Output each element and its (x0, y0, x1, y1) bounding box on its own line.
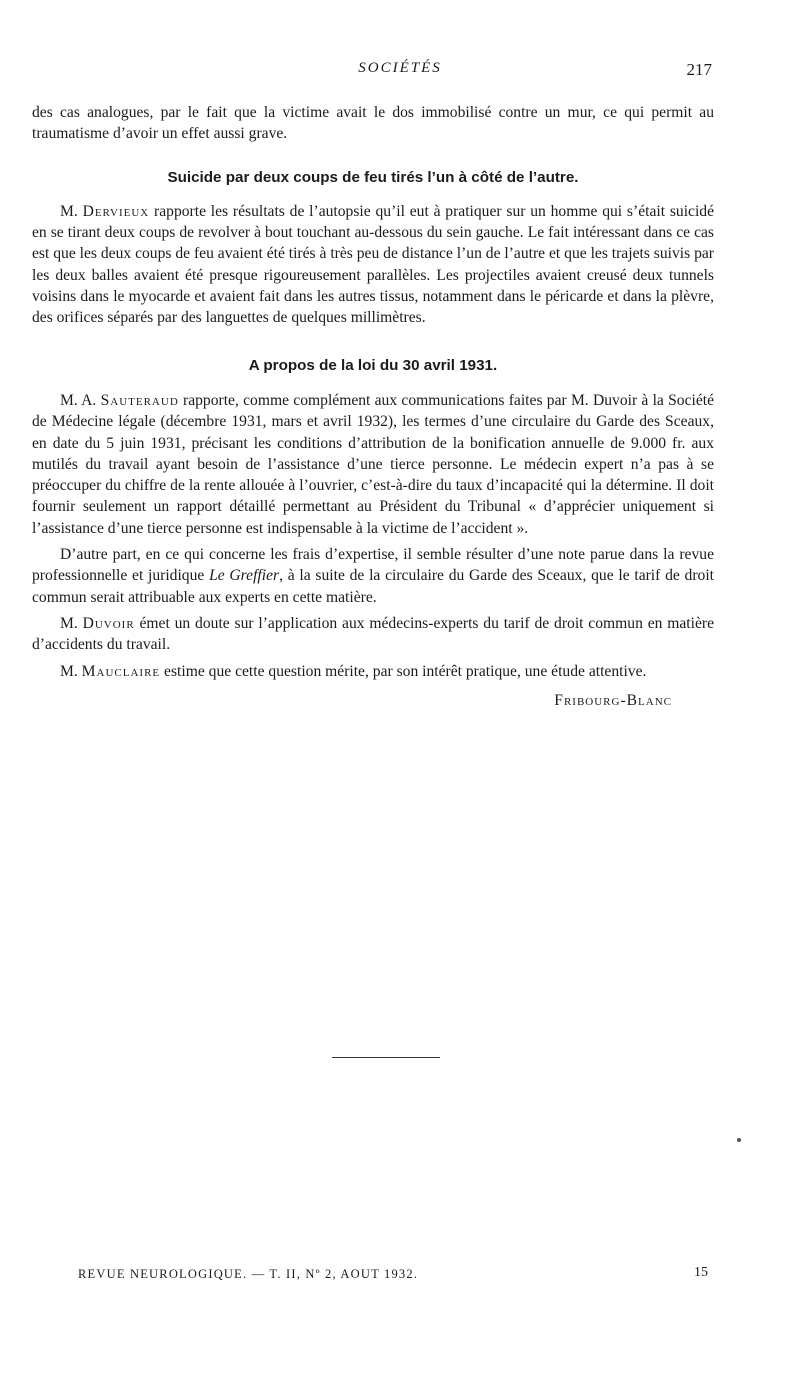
paragraph-text: émet un doute sur l’application aux médecins-experts du tarif de droit commun en matière d’accidents du travail. (32, 614, 714, 654)
paragraph-duvoir (32, 613, 714, 656)
journal-name-greffier: Le Greffier (209, 567, 280, 585)
signature: Fribourg-Blanc (554, 691, 672, 709)
continuation-paragraph: des cas analogues, par le fait que la victime avait le dos immobilisé contre un mur, ce qui permit au traumatisme d’avoir un effet aussi grave. (32, 104, 714, 143)
paragraph-expertise (32, 544, 714, 608)
title-prefix: M. (60, 662, 82, 680)
running-title: SOCIÉTÉS (358, 60, 442, 76)
paragraph-text: estime que cette question mérite, par son intérêt pratique, une étude attentive. (160, 662, 647, 680)
end-rule (332, 1057, 440, 1058)
title-prefix: M. (60, 202, 83, 220)
paragraph-mauclaire (32, 661, 714, 682)
title-prefix: M. A. (60, 391, 101, 409)
page-number: 217 (686, 60, 712, 79)
author-name-duvoir: Duvoir (82, 614, 135, 632)
title-prefix: M. (60, 614, 83, 632)
paragraph-dervieux (32, 201, 714, 329)
author-name-sauteraud: Sauteraud (100, 391, 179, 409)
footer-folio: 15 (694, 1265, 708, 1280)
paragraph-text: D’autre part, en ce qui concerne les frais d’expertise, il semble résulter d’une note parue dans la revue professionnelle et juridique (32, 546, 714, 585)
author-name-mauclaire: Mauclaire (81, 662, 161, 680)
footer-journal: REVUE NEUROLOGIQUE. — T. II, Nº 2, AOUT 1932. (78, 1267, 419, 1281)
article-body (32, 102, 714, 711)
section-title-loi: A propos de la loi du 30 avril 1931. (248, 356, 498, 374)
paragraph-sauteraud (32, 390, 714, 539)
author-name-dervieux: Dervieux (82, 202, 150, 220)
paragraph-text: rapporte, comme complément aux communications faites par M. Duvoir à la Société de Médecine légale (décembre 1931, mars et avril 1932), les termes d’une circulaire du Garde des Sceaux, en date du 5 juin 1931, précisant les conditions d’attribution de la bonification annuelle de 9.000 fr. aux mutilés du travail ayant besoin de l’assistance d’une tierce personne. Le médecin expert n’a pas à se préoccuper du chiffre de la rente allouée à l’ouvrier, c’est-à-dire du taux d’incapacité qui la détermine. Il doit fournir seulement un rapport détaillé permettant au Président du Tribunal « d’apprécier uniquement si l’assistance d’une tierce personne est indispensable à la victime de l’accident ». (32, 391, 714, 537)
section-title-suicide: Suicide par deux coups de feu tirés l’un à côté de l’autre. (167, 168, 579, 186)
paragraph-text: rapporte les résultats de l’autopsie qu’il eut à pratiquer sur un homme qui s’était suicidé en se tirant deux coups de revolver à bout touchant au-dessous du sein gauche. Le fait intéressant dans ce cas est que les deux coups de feu avaient été tirés à très peu de distance l’un de l’autre et que les trajets suivis par les deux balles avaient été presque rigoureusement parallèles. Les projectiles avaient creusé deux tunnels voisins dans le myocarde et avaient fait dans les autres tissus, notamment dans le péricarde et dans la plèvre, des orifices séparés par des languettes de quelques millimètres. (32, 202, 714, 327)
running-header (0, 60, 800, 84)
paragraph-text: , à la suite de la circulaire du Garde des Sceaux, que le tarif de droit commun serait attribuable aux experts en cette matière. (32, 567, 714, 606)
ink-speck (737, 1138, 741, 1142)
